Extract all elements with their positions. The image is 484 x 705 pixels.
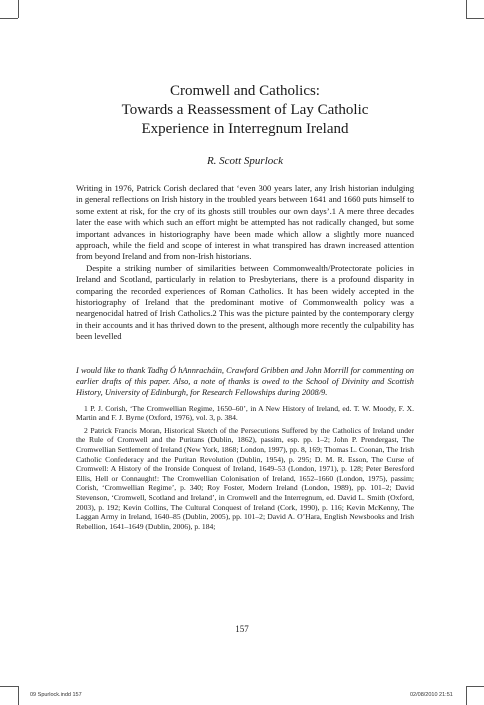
- crop-mark: [466, 686, 484, 687]
- print-slug-date: 02/08/2010 21:51: [410, 692, 453, 698]
- print-slug-file: 09 Spurlock.indd 157: [30, 692, 82, 698]
- body-paragraph: Writing in 1976, Patrick Corish declared that ‘even 300 years later, any Irish historian indulging in general reflections on Irish history in the troubled years between 1641 and 1660 puts himself to some extent at risk, for the cry of its ghosts still troubles our own days’.1 A mere three decades later the ease with which such an effort might be attempted has not radically changed, but some important advances in historiography have been made which allow a slightly more nuanced approach, while the field and scope of interest in what transpired has drawn increased attention from beyond Ireland and from non-Irish historians.: [76, 183, 414, 262]
- footnote: 2 Patrick Francis Moran, Historical Sketch of the Persecutions Suffered by the Catholics of Ireland under the Rule of Cromwell and the Puritans (Dublin, 1862), passim, esp. pp. 1–2; John P. Prendergast, The Cromwellian Settlement of Ireland (New York, 1868; London, 1997), pp. 8, 169; Thomas L. Coonan, The Irish Catholic Confederacy and the Puritan Revolution (Dublin, 1954), p. 295; D. M. R. Esson, The Curse of Cromwell: A History of the Ironside Conquest of Ireland, 1649–53 (London, 1971), p. 128; Peter Beresford Ellis, Hell or Connaught!: The Cromwellian Colonisation of Ireland, 1652–1660 (London, 1975), passim; Corish, ‘Cromwellian Regime’, p. 340; Roy Foster, Modern Ireland (London, 1989), pp. 101–2; David Stevenson, ‘Cromwell, Scotland and Ireland’, in Cromwell and the Interregnum, ed. David L. Smith (Oxford, 2003), p. 192; Kevin Collins, The Cultural Conquest of Ireland (Cork, 1990), p. 116; Kevin McKenny, The Laggan Army in Ireland, 1640–85 (Dublin, 2005), pp. 101–2; David A. O’Hara, English Newsbooks and Irish Rebellion, 1641–1649 (Dublin, 2006), p. 184;: [76, 425, 414, 531]
- footnotes: [76, 404, 414, 532]
- footnote: 1 P. J. Corish, ‘The Cromwellian Regime, 1650–60’, in A New History of Ireland, ed. T. W. Moody, F. X. Martin and F. J. Byrne (Oxford, 1976), vol. 3, p. 384.: [76, 403, 414, 423]
- page-number: 157: [235, 624, 249, 634]
- crop-mark: [18, 686, 19, 705]
- crop-mark: [466, 0, 467, 18]
- article-body: [76, 183, 414, 343]
- article-title: [76, 82, 414, 139]
- crop-mark: [0, 18, 18, 19]
- acknowledgement-note: I would like to thank Tadhg Ó hAnnracháin, Crawford Gribben and John Morrill for commenting on earlier drafts of this paper. Also, a note of thanks is owed to the School of Divinity and Scottish History, University of Edinburgh, for Research Fellowships during 2008/9.: [76, 365, 414, 397]
- title-line: Experience in Interregnum Ireland: [141, 121, 349, 137]
- title-line: Towards a Reassessment of Lay Catholic: [121, 102, 369, 118]
- crop-mark: [0, 686, 18, 687]
- article-page: [76, 82, 414, 531]
- body-paragraph: Despite a striking number of similarities between Commonwealth/Protectorate policies in Ireland and Scotland, particularly in relation to Presbyterians, there is a profound disparity in comparing the recorded experiences of Roman Catholics. It has been widely accepted in the historiography of Ireland that the predominant motive of Commonwealth policy was a neargenocidal hatred of Irish Catholics.2 This was the picture painted by the contemporary clergy in their accounts and it has thrived down to the present, although more recently the culpability has been levelled: [76, 262, 414, 342]
- crop-mark: [466, 18, 484, 19]
- crop-mark: [18, 0, 19, 18]
- author-name: R. Scott Spurlock: [206, 155, 284, 167]
- crop-mark: [466, 686, 467, 705]
- title-line: Cromwell and Catholics:: [170, 83, 320, 99]
